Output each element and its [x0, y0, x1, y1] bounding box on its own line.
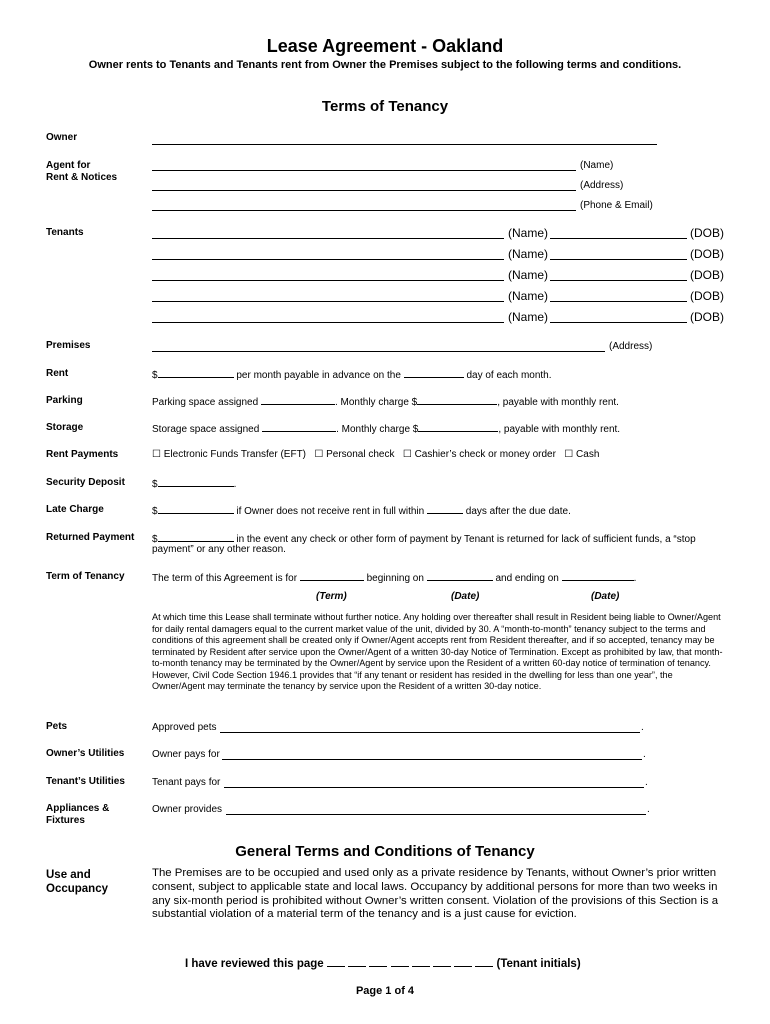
- tenant-name-label: (Name): [508, 247, 549, 261]
- agent-name-field[interactable]: [152, 170, 576, 171]
- term-label: Term of Tenancy: [46, 571, 125, 582]
- security-deposit-label: Security Deposit: [46, 477, 125, 488]
- agent-address-label: (Address): [580, 180, 624, 191]
- agent-label: Agent for Rent & Notices: [46, 160, 118, 183]
- rent-label: Rent: [46, 368, 69, 379]
- initial-field-7[interactable]: [454, 957, 472, 967]
- owner-label: Owner: [46, 132, 78, 143]
- pets-label: Pets: [46, 721, 68, 732]
- tenant-dob-label: (DOB): [690, 268, 724, 282]
- rent-amount-field[interactable]: [158, 368, 234, 378]
- owners-utilities-text: Owner pays for: [152, 749, 220, 760]
- security-deposit-line: $ .: [152, 479, 237, 490]
- eft-checkbox[interactable]: ☐ Electronic Funds Transfer (EFT): [152, 449, 307, 460]
- general-terms-heading: General Terms and Conditions of Tenancy: [235, 843, 535, 860]
- tenant-dob-field[interactable]: [550, 280, 687, 281]
- returned-payment-label: Returned Payment: [46, 532, 135, 543]
- review-line: I have reviewed this page (Tenant initials): [185, 958, 581, 970]
- late-charge-line: $ if Owner does not receive rent in full within days after the due date.: [152, 506, 571, 517]
- returned-payment-line: $ in the event any check or other form of payment by Tenant is returned for lack of sufficient funds, a “stop: [152, 534, 696, 545]
- tenant-name-label: (Name): [508, 310, 549, 324]
- tenant-name-field[interactable]: [152, 259, 504, 260]
- use-occupancy-paragraph: The Premises are to be occupied and used only as a private residence by Tenants, without Owner’s prior written consent, subject to applicable state and local laws. Occupancy by additional persons for more than two weeks in any six-month period is prohibited without Owner’s written consent. Violation of the provisions of this Section is a substantial violation of a material term of the tenancy and is a just cause for eviction.: [152, 867, 719, 921]
- term-line: The term of this Agreement is for beginning on and ending on .: [152, 573, 637, 584]
- premises-address-label: (Address): [609, 341, 653, 352]
- parking-charge-field[interactable]: [417, 395, 497, 405]
- agent-phone-label: (Phone & Email): [580, 200, 653, 211]
- end-date-field[interactable]: [562, 571, 634, 581]
- term-field[interactable]: [300, 571, 364, 581]
- document-subtitle: Owner rents to Tenants and Tenants rent from Owner the Premises subject to the following terms and conditions.: [88, 59, 682, 71]
- storage-charge-field[interactable]: [418, 422, 498, 432]
- tenant-name-field[interactable]: [152, 301, 504, 302]
- tenant-name-field[interactable]: [152, 280, 504, 281]
- rent-payment-options: [152, 449, 599, 461]
- premises-address-field[interactable]: [152, 351, 605, 352]
- tenant-name-label: (Name): [508, 268, 549, 282]
- tenants-label: Tenants: [46, 227, 84, 238]
- appliances-label: Appliances & Fixtures: [46, 803, 110, 826]
- parking-label: Parking: [46, 395, 83, 406]
- tenant-name-field[interactable]: [152, 238, 504, 239]
- initial-field-3[interactable]: [369, 957, 387, 967]
- pets-text: Approved pets: [152, 722, 217, 733]
- tenant-name-label: (Name): [508, 226, 549, 240]
- returned-payment-line-2: payment” or any other reason.: [152, 544, 286, 555]
- premises-label: Premises: [46, 340, 91, 351]
- end-date-caption: (Date): [591, 591, 620, 602]
- initial-field-4[interactable]: [391, 957, 409, 967]
- agent-phone-field[interactable]: [152, 210, 576, 211]
- pets-end: .: [641, 722, 644, 733]
- tenants-utilities-field[interactable]: [224, 787, 644, 788]
- document-title: Lease Agreement - Oakland: [266, 36, 504, 56]
- storage-line: Storage space assigned . Monthly charge $ , payable with monthly rent.: [152, 424, 621, 435]
- tenant-name-field[interactable]: [152, 322, 504, 323]
- tenant-dob-field[interactable]: [550, 259, 687, 260]
- cashiers-check-checkbox[interactable]: ☐ Cashier’s check or money order: [402, 449, 556, 460]
- late-charge-label: Late Charge: [46, 504, 104, 515]
- use-occupancy-label: Use and Occupancy: [46, 869, 108, 895]
- tenant-dob-field[interactable]: [550, 322, 687, 323]
- begin-date-caption: (Date): [451, 591, 480, 602]
- late-charge-field[interactable]: [158, 504, 234, 514]
- initial-field-2[interactable]: [348, 957, 366, 967]
- storage-space-field[interactable]: [262, 422, 336, 432]
- appliances-end: .: [647, 804, 650, 815]
- owners-utilities-field[interactable]: [222, 759, 642, 760]
- terms-heading: Terms of Tenancy: [321, 98, 449, 115]
- term-paragraph: At which time this Lease shall terminate without further notice. Any holding over thereafter shall result in Resident being liable to Owner/Agent for daily rental damagers equal to the current market value of the unit, divided by 30. A “month-to-month” tenancy subject to the terms and conditions of this agreement shall be created only if Owner/Agent accepts rent from Resident thereafter, and if so accepted, tenancy may be terminated by Resident after service upon the Owner/Agent of a written 30-day Notice of Termination. Except as prohibited by law, that month-to-month tenancy may be terminated by the Owner/Agent by service upon the Resident of a written 60-day notice of termination of tenancy. However, Civil Code Section 1946.1 provides that “if any tenant or resident has resided in the dwelling for less than one year”, the Owner/Agent may terminate the tenancy by service upon the Resident of a written 30-day notice.: [152, 612, 723, 691]
- cash-checkbox[interactable]: ☐ Cash: [564, 449, 600, 460]
- owners-utilities-label: Owner’s Utilities: [46, 748, 125, 759]
- tenants-utilities-text: Tenant pays for: [152, 777, 221, 788]
- initial-field-1[interactable]: [327, 957, 345, 967]
- tenant-dob-field[interactable]: [550, 301, 687, 302]
- tenants-utilities-label: Tenant’s Utilities: [46, 776, 125, 787]
- initial-field-6[interactable]: [433, 957, 451, 967]
- returned-payment-field[interactable]: [158, 532, 234, 542]
- begin-date-field[interactable]: [427, 571, 493, 581]
- tenant-dob-label: (DOB): [690, 289, 724, 303]
- agent-name-label: (Name): [580, 160, 614, 171]
- initial-field-8[interactable]: [475, 957, 493, 967]
- appliances-text: Owner provides: [152, 804, 223, 815]
- page-number: Page 1 of 4: [355, 985, 415, 997]
- owners-utilities-end: .: [643, 749, 646, 760]
- rent-payments-label: Rent Payments: [46, 449, 119, 460]
- personal-check-checkbox[interactable]: ☐ Personal check: [314, 449, 395, 460]
- rent-line: $ per month payable in advance on the day of each month.: [152, 370, 552, 381]
- tenant-dob-label: (DOB): [690, 247, 724, 261]
- owner-field[interactable]: [152, 144, 657, 145]
- tenant-dob-label: (DOB): [690, 310, 724, 324]
- initial-field-5[interactable]: [412, 957, 430, 967]
- late-days-field[interactable]: [427, 504, 463, 514]
- parking-line: Parking space assigned . Monthly charge $ , payable with monthly rent.: [152, 397, 619, 408]
- tenant-dob-label: (DOB): [690, 226, 724, 240]
- tenants-utilities-end: .: [645, 777, 648, 788]
- term-caption: (Term): [316, 591, 347, 602]
- security-deposit-field[interactable]: [158, 477, 234, 487]
- agent-address-field[interactable]: [152, 190, 576, 191]
- pets-field[interactable]: [220, 732, 640, 733]
- tenant-name-label: (Name): [508, 289, 549, 303]
- storage-label: Storage: [46, 422, 84, 433]
- rent-day-field[interactable]: [404, 368, 464, 378]
- parking-space-field[interactable]: [261, 395, 335, 405]
- appliances-field[interactable]: [226, 814, 646, 815]
- tenant-dob-field[interactable]: [550, 238, 687, 239]
